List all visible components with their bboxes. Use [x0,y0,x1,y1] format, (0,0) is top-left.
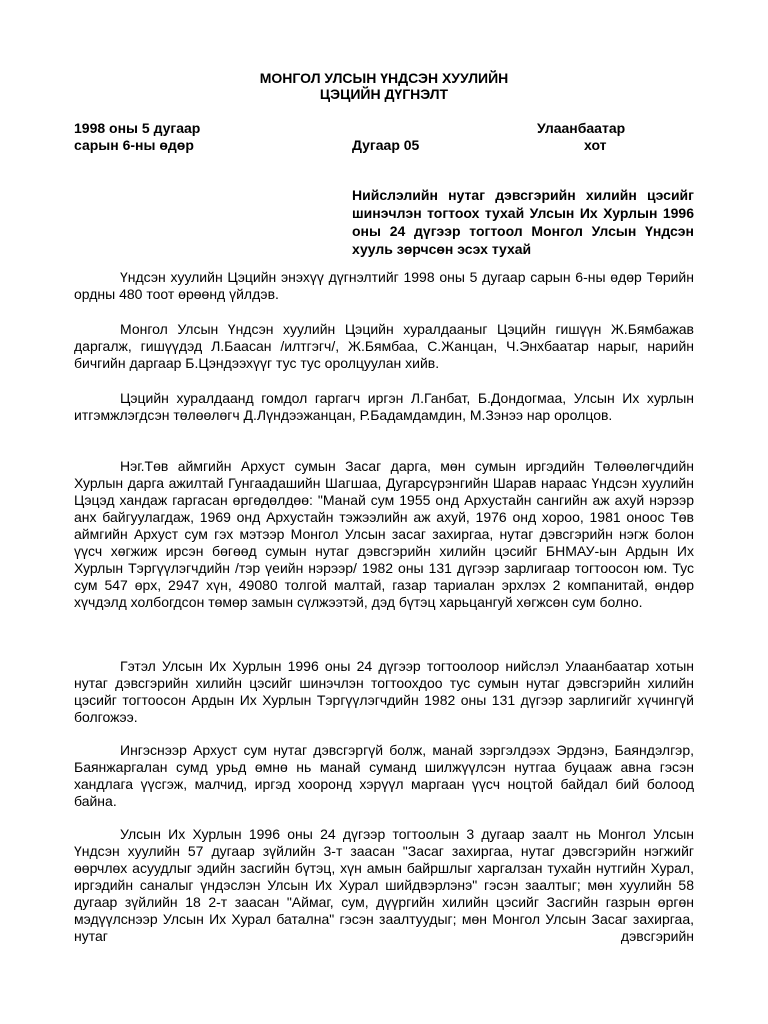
document-place-line1: Улаанбаатар [537,120,626,136]
paragraph-3: Цэцийн хуралдаанд гомдол гаргагч иргэн Л.Ганбат, Б.Дондогмаа, Улсын Их хурлын итгэмжлэгдсэн төлөөлөгч Д.Лүндээжанцан, Р.Бадамдамдин, М.Зэнээ нар оролцов. [74,390,694,423]
document-summary: Нийслэлийн нутаг дэвсгэрийн хилийн цэсийг шинэчлэн тогтоох тухай Улсын Их Хурлын 1996 оны 24 дүгээр тогтоол Монгол Улсын Үндсэн хууль зөрчсөн эсэх тухай [352,187,694,257]
paragraph-7: Улсын Их Хурлын 1996 оны 24 дүгээр тогтоолын 3 дугаар заалт нь Монгол Улсын Үндсэн хуулийн 57 дугаар зүйлийн 3-т заасан "Засаг захиргаа, нутаг дэвсгэрийн нэгжийг өөрчлөх асуудлыг эдийн засгийн бүтэц, хүн амын байршлыг харгалзан тухайн нутгийн Хурал, иргэдийн саналыг үндэслэн Улсын Их Хурал шийдвэрлэнэ" гэсэн заалтыг; мөн хуулийн 58 дугаар зүйлийн 18 2-т заасан "Аймаг, сум, дүүргийн хилийн цэсийг Засгийн газрын өргөн мэдүүлснээр Улсын Их Хурал батална" гэсэн заалтуудыг; мөн Монгол Улсын Засаг захиргаа, нутаг дэвсгэрийн [74,826,694,944]
paragraph-2: Монгол Улсын Үндсэн хуулийн Цэцийн хуралдааныг Цэцийн гишүүн Ж.Бямбажав даргалж, гишүүдэд Л.Баасан /илтгэгч/, Ж.Бямбаа, С.Жанцан, Ч.Энхбаатар нарыг, нарийн бичгийн даргаар Б.Цэндээхүүг тус тус оролцуулан хийв. [74,321,694,371]
document-number: Дугаар 05 [352,137,420,153]
document-date-line2: сарын 6-ны өдөр [74,137,194,153]
document-title-line1: МОНГОЛ УЛСЫН ҮНДСЭН ХУУЛИЙН [259,70,509,86]
paragraph-6: Ингэснээр Архуст сум нутаг дэвсгэргүй болж, манай зэргэлдээх Эрдэнэ, Баяндэлгэр, Баянжаргалан сумд урьд өмнө нь манай суманд шилжүүлсэн нутгаа буцааж авна гэсэн хандлага үүсгэж, малчид, иргэд хооронд хэрүүл маргаан үүсч ноцтой байдал бий болоод байна. [74,742,694,809]
document-place-line2: хот [584,137,607,153]
document-title-line2: ЦЭЦИЙН ДҮГНЭЛТ [319,86,449,102]
paragraph-5: Гэтэл Улсын Их Хурлын 1996 оны 24 дүгээр тогтоолоор нийслэл Улаанбаатар хотын нутаг дэвсгэрийн хилийн цэсийг шинэчлэн тогтоохдоо тус сумын нутаг дэвсгэрийн хилийн цэсийг тогтоосон Ардын Их Хурлын Тэргүүлэгчдийн 1982 оны 131 дүгээр зарлигийг хүчингүй болгожээ. [74,658,694,725]
document-date-line1: 1998 оны 5 дугаар [74,120,201,136]
paragraph-1: Үндсэн хуулийн Цэцийн энэхүү дүгнэлтийг 1998 оны 5 дугаар сарын 6-ны өдөр Төрийн ордны 480 тоот өрөөнд үйлдэв. [74,269,694,302]
paragraph-4: Нэг.Төв аймгийн Архуст сумын Засаг дарга, мөн сумын иргэдийн Төлөөлөгчдийн Хурлын дарга ажилтай Гунгаадашийн Шагшаа, Дугарсүрэнгийн Шарав нараас Үндсэн хуулийн Цэцэд хандаж гаргасан өргөдөлдөө: "Манай сум 1955 онд Архустайн сангийн аж ахуй нэрээр анх байгуулагдаж, 1969 онд Архустайн тэжээлийн аж ахуй, 1976 онд хороо, 1981 оноос Төв аймгийн Архуст сум гэх мэтээр Монгол Улсын засаг захиргаа, нутаг дэвсгэрийн нэгж болон үүсч хөгжиж ирсэн бөгөөд сумын нутаг дэвсгэрийн хилийн цэсийг БНМАУ-ын Ардын Их Хурлын Тэргүүлэгчдийн /тэр үеийн нэрээр/ 1982 оны 131 дүгээр зарлигаар тогтоосон юм. Тус сум 547 өрх, 2947 хүн, 49080 толгой малтай, газар тариалан эрхлэх 2 компанитай, өндөр хүчдэлд холбогдсон төмөр замын сүлжээтэй, дэд бүтэц харьцангуй хөгжсөн сум болно. [74,458,694,610]
